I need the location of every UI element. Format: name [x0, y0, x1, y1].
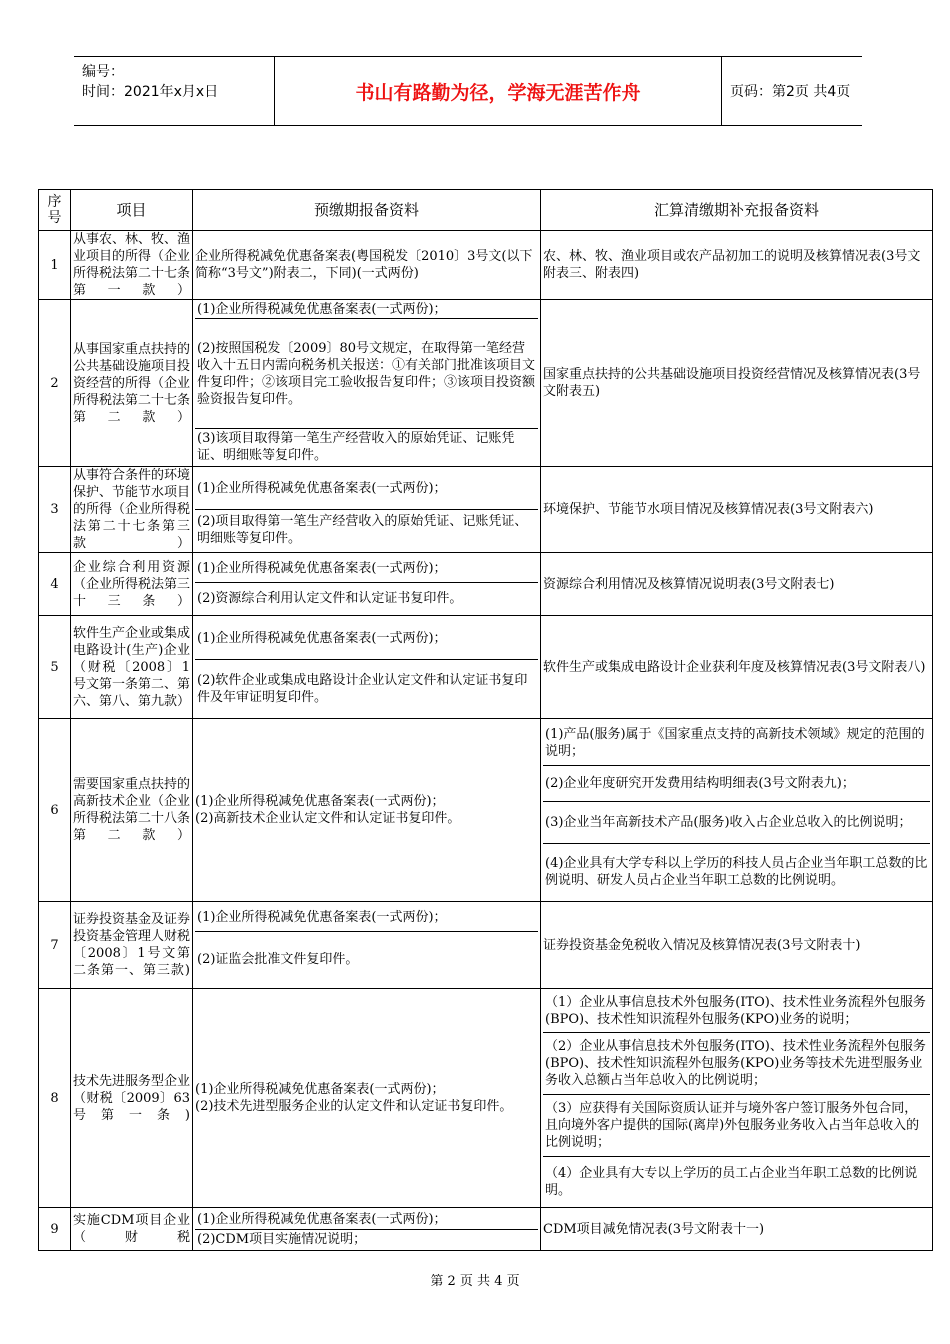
row-final [541, 616, 933, 719]
prepay-item: (1)企业所得税减免优惠备案表(一式两份)； [197, 909, 447, 925]
page-footer: 第 2 页 共 4 页 [430, 1274, 520, 1289]
row-prepay [193, 989, 541, 1208]
col-final: 汇算清缴期补充报备资料 [541, 190, 933, 231]
table-row [39, 719, 933, 902]
table-row [39, 616, 933, 719]
row-project: 从事符合条件的环境保护、节能节水项目的所得（企业所得税法第二十七条第三款） [71, 467, 193, 553]
filing-materials-table [38, 189, 933, 1251]
row-final [541, 467, 933, 553]
prepay-item: (1)企业所得税减免优惠备案表(一式两份)； [197, 481, 447, 496]
row-final [541, 989, 933, 1208]
row-prepay [193, 553, 541, 616]
number-label: 编号： [82, 64, 124, 80]
row-seq: 2 [39, 300, 71, 467]
row-final [541, 231, 933, 300]
col-seq: 序号 [39, 190, 71, 231]
prepay-item: (1)企业所得税减免优惠备案表(一式两份)； [197, 302, 447, 317]
final-item: 软件生产或集成电路设计企业获利年度及核算情况表(3号文附表八) [543, 659, 926, 675]
final-item: （4）企业具有大专以上学历的员工占企业当年职工总数的比例说明。 [543, 1156, 930, 1206]
prepay-item: (1)企业所得税减免优惠备案表(一式两份)； (2)高新技术企业认定文件和认定证书复印件。 [195, 794, 461, 826]
row-project: 从事农、林、牧、渔业项目的所得（企业所得税法第二十七条第一款） [71, 231, 193, 300]
row-seq: 9 [39, 1208, 71, 1251]
prepay-item: (1)企业所得税减免优惠备案表(一式两份)； [197, 1211, 447, 1227]
motto: 书山有路勤为径，学海无涯苦作舟 [275, 57, 722, 125]
table-header-row [39, 190, 933, 231]
table-row [39, 902, 933, 989]
page-indicator: 页码：第2页 共4页 [730, 84, 851, 100]
final-item: 证券投资基金免税收入情况及核算情况表(3号文附表十) [543, 937, 861, 953]
final-item: (2)企业年度研究开发费用结构明细表(3号文附表九)； [543, 765, 930, 801]
row-project: 从事国家重点扶持的公共基础设施项目投资经营的所得（企业所得税法第二十七条第二款） [71, 300, 193, 467]
row-seq: 7 [39, 902, 71, 989]
table-row [39, 300, 933, 467]
page-header [74, 56, 862, 126]
row-prepay [193, 231, 541, 300]
final-item: 国家重点扶持的公共基础设施项目投资经营情况及核算情况表(3号文附表五) [543, 367, 921, 399]
prepay-item: (2)证监会批准文件复印件。 [195, 931, 538, 987]
table-row [39, 1208, 933, 1251]
row-prepay [193, 1208, 541, 1251]
row-final [541, 300, 933, 467]
row-seq: 4 [39, 553, 71, 616]
time-label: 时间：2021年x月x日 [82, 84, 219, 100]
table-row [39, 231, 933, 300]
final-item: CDM项目减免情况表(3号文附表十一) [543, 1221, 765, 1237]
row-project: 技术先进服务型企业（财税〔2009〕63号第一条) [71, 989, 193, 1208]
prepay-item: (2)项目取得第一笔生产经营收入的原始凭证、记账凭证、明细账等复印件。 [195, 509, 538, 551]
row-final [541, 1208, 933, 1251]
prepay-item: (3)该项目取得第一笔生产经营收入的原始凭证、记账凭证、明细账等复印件。 [195, 428, 538, 465]
final-item: （3）应获得有关国际资质认证并与境外客户签订服务外包合同，且向境外客户提供的国际(离岸)外包服务业务收入占当年总收入的比例说明； [543, 1094, 930, 1156]
table-row [39, 553, 933, 616]
prepay-item: (2)CDM项目实施情况说明； [195, 1229, 538, 1249]
prepay-item: 企业所得税减免优惠备案表(粤国税发〔2010〕3号文(以下简称“3号文”)附表二，下同)(一式两份) [195, 249, 533, 281]
row-project: 企业综合利用资源（企业所得税法第三十三条） [71, 553, 193, 616]
row-final [541, 719, 933, 902]
row-prepay [193, 300, 541, 467]
prepay-item: (1)企业所得税减免优惠备案表(一式两份)； (2)技术先进型服务企业的认定文件和认定证书复印件。 [195, 1082, 513, 1114]
table-row [39, 467, 933, 553]
row-final [541, 553, 933, 616]
header-info [74, 57, 275, 125]
row-prepay [193, 467, 541, 553]
row-seq: 5 [39, 616, 71, 719]
row-project: 证券投资基金及证券投资基金管理人财税〔2008〕1号文第二条第一、第三款) [71, 902, 193, 989]
prepay-item: (2)软件企业或集成电路设计企业认定文件和认定证书复印件及年审证明复印件。 [195, 659, 538, 717]
final-item: 农、林、牧、渔业项目或农产品初加工的说明及核算情况表(3号文附表三、附表四) [543, 249, 921, 281]
row-project: 软件生产企业或集成电路设计(生产)企业（财税〔2008〕1号文第一条第二、第六、第八、第九款） [71, 616, 193, 719]
final-item: 资源综合利用情况及核算情况说明表(3号文附表七) [543, 576, 835, 592]
prepay-item: (2)按照国税发〔2009〕80号文规定，在取得第一笔经营收入十五日内需向税务机关报送：①有关部门批准该项目文件复印件；②该项目完工验收报告复印件；③该项目投资额验资报告复印件。 [195, 318, 538, 428]
row-prepay [193, 616, 541, 719]
prepay-item: (2)资源综合利用认定文件和认定证书复印件。 [195, 582, 538, 614]
row-project: 需要国家重点扶持的高新技术企业（企业所得税法第二十八条第二款） [71, 719, 193, 902]
row-seq: 3 [39, 467, 71, 553]
row-prepay [193, 902, 541, 989]
table-body [39, 231, 933, 1251]
row-prepay [193, 719, 541, 902]
row-final [541, 902, 933, 989]
prepay-item: (1)企业所得税减免优惠备案表(一式两份)； [197, 630, 447, 646]
row-seq: 8 [39, 989, 71, 1208]
table-row [39, 989, 933, 1208]
final-item: 环境保护、节能节水项目情况及核算情况表(3号文附表六) [543, 502, 874, 517]
row-project: 实施CDM项目企业（财税 [71, 1208, 193, 1251]
final-item: (4)企业具有大学专科以上学历的科技人员占企业当年职工总数的比例说明、研发人员占企业当年职工总数的比例说明。 [543, 843, 930, 900]
col-prepay: 预缴期报备资料 [193, 190, 541, 231]
row-seq: 1 [39, 231, 71, 300]
prepay-item: (1)企业所得税减免优惠备案表(一式两份)； [197, 560, 447, 576]
final-item: （1）企业从事信息技术外包服务(ITO)、技术性业务流程外包服务(BPO)、技术性知识流程外包服务(KPO)业务的说明； [545, 995, 926, 1027]
final-item: （2）企业从事信息技术外包服务(ITO)、技术性业务流程外包服务(BPO)、技术性知识流程外包服务(KPO)业务等技术先进型服务业务收入总额占当年总收入的比例说明； [543, 1032, 930, 1094]
row-seq: 6 [39, 719, 71, 902]
col-project: 项目 [71, 190, 193, 231]
final-item: (1)产品(服务)属于《国家重点支持的高新技术领域》规定的范围的说明； [545, 726, 925, 759]
final-item: (3)企业当年高新技术产品(服务)收入占企业总收入的比例说明； [543, 801, 930, 843]
